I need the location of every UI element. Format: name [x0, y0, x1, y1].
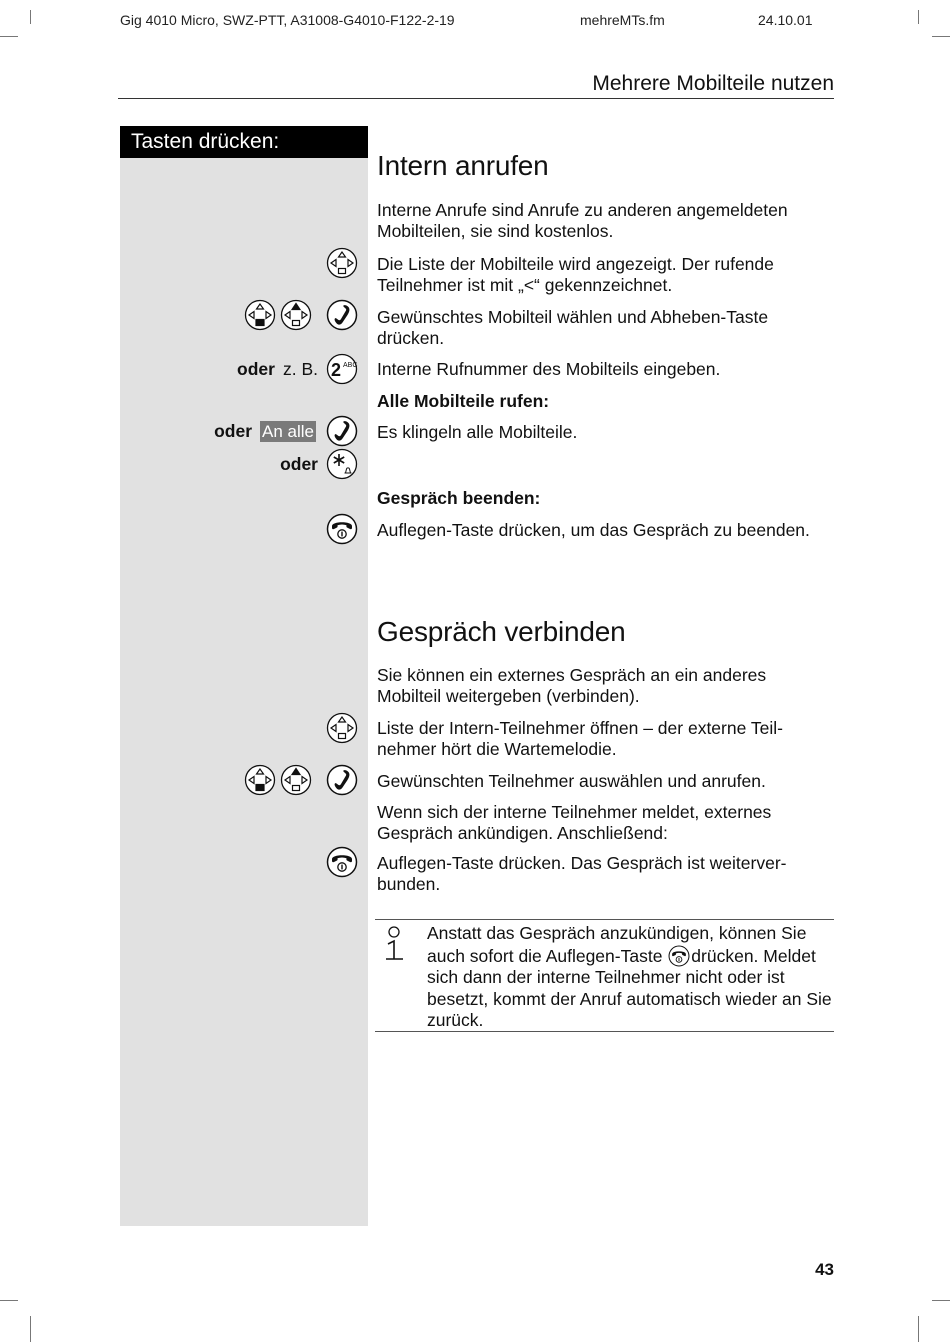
s1-step5: Auflegen-Taste drücken, um das Gespräch zu beenden.: [377, 520, 810, 540]
crop-mark: [30, 1316, 31, 1342]
oder-label: oder: [214, 420, 253, 441]
nav-key-down-icon[interactable]: [244, 299, 276, 331]
s2-step3: Wenn sich der interne Teilnehmer meldet, externes Gespräch ankündigen. Anschließend:: [377, 802, 772, 843]
note-text: [427, 923, 837, 1032]
svg-text:2: 2: [331, 360, 342, 380]
s2-step4: Auflegen-Taste drücken. Das Gespräch ist weiterver-bunden.: [377, 853, 787, 894]
key-row-s1-step3: [237, 352, 358, 386]
crop-mark: [30, 10, 31, 24]
end-call-key-icon[interactable]: [326, 846, 358, 878]
crop-mark: [932, 1300, 950, 1301]
section-title-intern-anrufen: Intern anrufen: [377, 150, 549, 181]
section-title-gespraech-verbinden: Gespräch verbinden: [377, 616, 626, 647]
note-text-part1: Anstatt das Gespräch anzukündigen, können Sie auch sofort die Auflegen-Taste: [427, 923, 807, 966]
key-row-s1-step4: [214, 414, 358, 448]
talk-key-icon[interactable]: [326, 764, 358, 796]
s1-subhead-all: Alle Mobilteile rufen:: [377, 391, 550, 411]
crop-mark: [918, 10, 919, 24]
key-row-s2-step1: [326, 711, 358, 745]
crop-mark: [918, 1316, 919, 1342]
crop-mark: [932, 36, 950, 37]
s1-step1: Die Liste der Mobilteile wird angezeigt. Der rufende Teilnehmer ist mit „<“ gekennzeichnet.: [377, 254, 774, 295]
section-header: Mehrere Mobilteile nutzen: [592, 72, 834, 95]
zb-label: z. B.: [282, 358, 318, 379]
nav-key-icon[interactable]: [326, 712, 358, 744]
star-key-icon[interactable]: [326, 448, 358, 480]
s1-step4: Es klingeln alle Mobilteile.: [377, 422, 578, 442]
key-row-s1-step2: [244, 298, 358, 332]
nav-key-up-icon[interactable]: [280, 764, 312, 796]
end-call-key-icon: [667, 945, 691, 967]
header-divider: [118, 98, 834, 99]
nav-key-up-icon[interactable]: [280, 299, 312, 331]
key-row-s2-step4: [326, 845, 358, 879]
oder-label: oder: [237, 358, 275, 379]
oder-label: oder: [280, 453, 318, 474]
page-number: 43: [815, 1260, 834, 1279]
key-row-s1-step5: [326, 512, 358, 546]
digit-2-key-icon[interactable]: [326, 353, 358, 385]
meta-doc-id: Gig 4010 Micro, SWZ-PTT, A31008-G4010-F122-2-19: [120, 12, 455, 28]
meta-filename: mehreMTs.fm: [580, 12, 665, 28]
key-row-s1-star: [280, 447, 358, 481]
s1-step3: Interne Rufnummer des Mobilteils eingeben.: [377, 359, 721, 379]
svg-text:ABC: ABC: [343, 362, 358, 369]
key-row-s1-step1: [326, 246, 358, 280]
s1-subhead-end: Gespräch beenden:: [377, 488, 541, 508]
s2-step1: Liste der Intern-Teilnehmer öffnen – der externe Teil-nehmer hört die Wartemelodie.: [377, 718, 783, 759]
s1-step2: Gewünschtes Mobilteil wählen und Abheben-Taste drücken.: [377, 307, 769, 348]
s2-intro: Sie können ein externes Gespräch an ein anderes Mobilteil weitergeben (verbinden).: [377, 665, 767, 706]
note-top-divider: [375, 919, 834, 920]
end-call-key-icon[interactable]: [326, 513, 358, 545]
talk-key-icon[interactable]: [326, 415, 358, 447]
note-text-part2: drücken. Meldet sich dann der interne Teilnehmer nicht oder ist besetzt, kommt der Anruf automatisch wieder an Sie zurück.: [427, 945, 832, 1030]
meta-date: 24.10.01: [758, 12, 813, 28]
keys-column-header: Tasten drücken:: [120, 126, 368, 158]
key-row-s2-step2: [244, 763, 358, 797]
talk-key-icon[interactable]: [326, 299, 358, 331]
s1-intro: Interne Anrufe sind Anrufe zu anderen angemeldeten Mobilteilen, sie sind kostenlos.: [377, 200, 788, 241]
nav-key-down-icon[interactable]: [244, 764, 276, 796]
s2-step2: Gewünschten Teilnehmer auswählen und anrufen.: [377, 771, 766, 791]
note-bottom-divider: [375, 1031, 834, 1032]
nav-key-icon[interactable]: [326, 247, 358, 279]
info-icon: [381, 925, 407, 965]
crop-mark: [0, 1300, 18, 1301]
crop-mark: [0, 36, 18, 37]
keys-column: [120, 126, 368, 1226]
display-softkey-an-alle[interactable]: An alle: [262, 421, 314, 441]
